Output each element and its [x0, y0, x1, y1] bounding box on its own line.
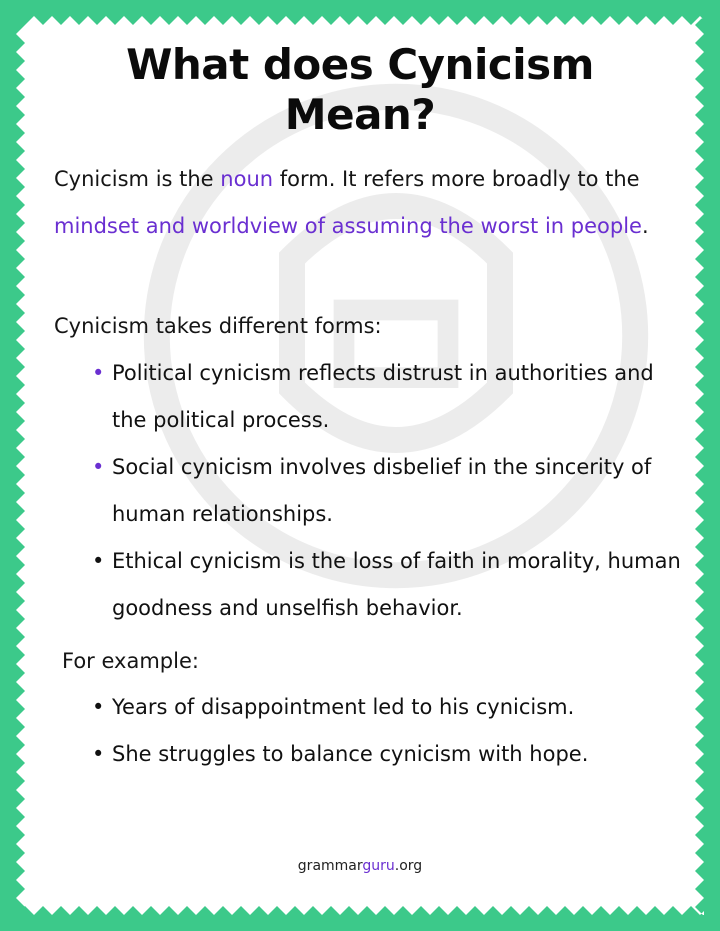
forms-list: [92, 350, 682, 632]
form-item: [92, 444, 682, 538]
intro-highlight: mindset and worldview of assuming the worst in people: [54, 214, 642, 238]
footer-grammar: grammar: [297, 858, 363, 874]
intro-text-2: form. It refers more broadly to the: [273, 167, 640, 191]
bullet-icon: •: [92, 455, 105, 479]
footer-credit: [16, 858, 704, 874]
intro-end: .: [641, 214, 649, 238]
page-title: [16, 40, 704, 140]
intro-paragraph: [54, 156, 674, 250]
bullet-icon: •: [92, 695, 105, 719]
form-item: [92, 538, 682, 632]
examples-list: [92, 684, 682, 778]
example-item-text: She struggles to balance cynicism with hope.: [112, 742, 589, 766]
title-line-2: Mean?: [284, 90, 436, 139]
title-line-1: What does Cynicism: [126, 40, 594, 89]
intro-noun: noun: [220, 167, 274, 191]
form-item-text: Political cynicism reflects distrust in authorities and the political process.: [112, 361, 654, 432]
example-item: [92, 731, 682, 778]
intro-text-1: Cynicism is the: [54, 167, 221, 191]
footer-guru: guru: [362, 858, 395, 874]
example-item: [92, 684, 682, 731]
example-item-text: Years of disappointment led to his cynicism.: [112, 695, 575, 719]
forms-heading: Cynicism takes different forms:: [54, 314, 382, 338]
bullet-icon: •: [92, 549, 105, 573]
bullet-icon: •: [92, 361, 105, 385]
form-item-text: Social cynicism involves disbelief in the sincerity of human relationships.: [112, 455, 652, 526]
bullet-icon: •: [92, 742, 105, 766]
example-heading: For example:: [62, 649, 199, 673]
form-item: [92, 350, 682, 444]
footer-org: .org: [394, 858, 423, 874]
form-item-text: Ethical cynicism is the loss of faith in morality, human goodness and unselfish behavior.: [112, 549, 681, 620]
content-area: [16, 16, 704, 915]
poster-card: [16, 16, 704, 915]
